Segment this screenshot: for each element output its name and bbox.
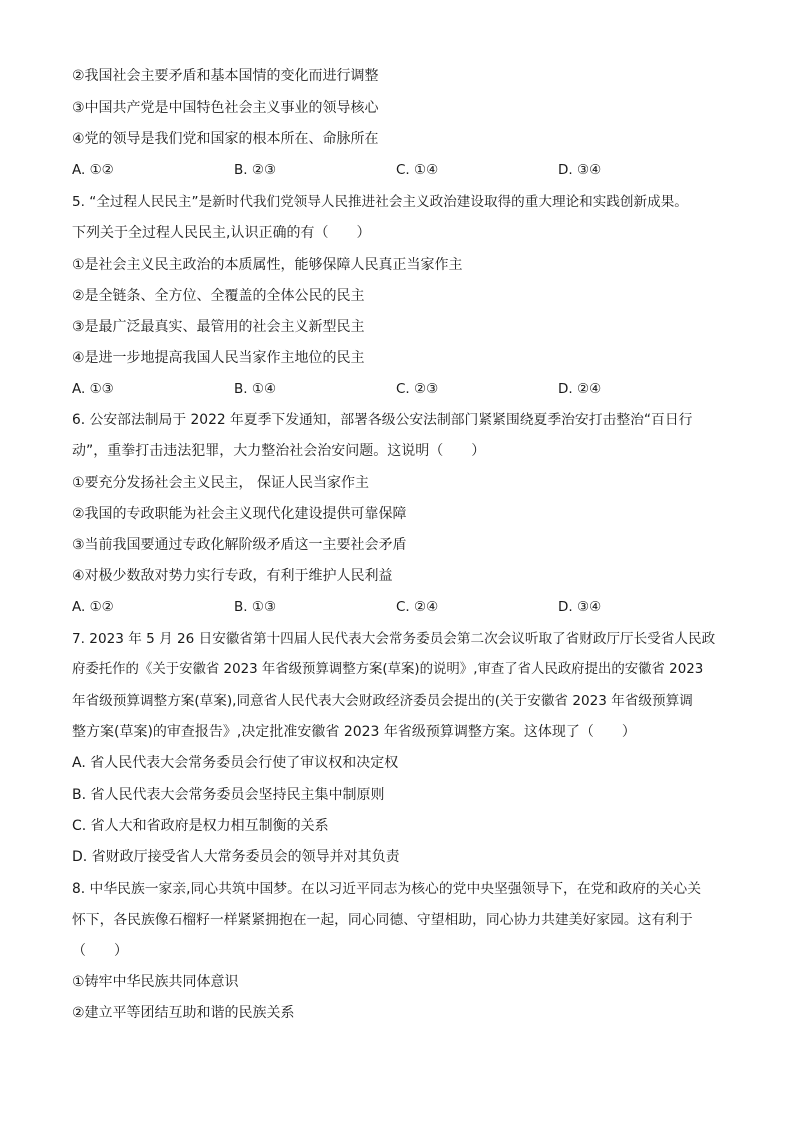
q6-option-a: A. ①②: [72, 599, 114, 615]
q6-stem-line-1: 6. 公安部法制局于 2022 年夏季下发通知，部署各级公安法制部门紧紧围绕夏季治安打击整治“百日行: [72, 412, 693, 428]
q5-statement-2: ②是全链条、全方位、全覆盖的全体公民的民主: [72, 288, 365, 304]
q4-statement-2: ②我国社会主要矛盾和基本国情的变化而进行调整: [72, 68, 379, 84]
q5-option-b: B. ①④: [234, 381, 277, 397]
q6-statement-1: ①要充分发扬社会主义民主， 保证人民当家作主: [72, 475, 369, 491]
q8-statement-1: ①铸牢中华民族共同体意识: [72, 974, 239, 990]
q7-stem-line-4: 整方案(草案)的审查报告》,决定批准安徽省 2023 年省级预算调整方案。这体现了（ ）: [72, 724, 636, 740]
q5-options: [72, 380, 732, 398]
q5-option-c: C. ②③: [396, 381, 439, 397]
q6-statement-4: ④对极少数敌对势力实行专政，有利于维护人民利益: [72, 568, 393, 584]
q6-stem-line-2: 动”，重拳打击违法犯罪，大力整治社会治安问题。这说明（ ）: [72, 443, 486, 459]
q5-statement-3: ③是最广泛最真实、最管用的社会主义新型民主: [72, 319, 365, 335]
q8-statement-2: ②建立平等团结互助和谐的民族关系: [72, 1005, 295, 1021]
q6-option-d: D. ③④: [558, 599, 602, 615]
q5-option-a: A. ①③: [72, 381, 114, 397]
q8-stem-line-3: （ ）: [72, 943, 128, 959]
q4-option-a: A. ①②: [72, 162, 114, 178]
q4-options: [72, 161, 732, 179]
q4-statement-4: ④党的领导是我们党和国家的根本所在、命脉所在: [72, 131, 379, 147]
q7-stem-line-2: 府委托作的《关于安徽省 2023 年省级预算调整方案(草案)的说明》,审查了省人民政府提出的安徽省 2023: [72, 662, 704, 677]
q4-option-c: C. ①④: [396, 162, 439, 178]
q5-option-d: D. ②④: [558, 381, 602, 397]
q8-stem-line-1: 8. 中华民族一家亲,同心共筑中国梦。在以习近平同志为核心的党中央坚强领导下，在党和政府的关心关: [72, 881, 701, 897]
q8-stem-line-2: 怀下，各民族像石榴籽一样紧紧拥抱在一起，同心同德、守望相助，同心协力共建美好家园。这有利于: [72, 912, 693, 928]
q7-stem-line-1: 7. 2023 年 5 月 26 日安徽省第十四届人民代表大会常务委员会第二次会议听取了省财政厅厅长受省人民政: [72, 631, 716, 647]
q5-statement-1: ①是社会主义民主政治的本质属性，能够保障人民真正当家作主: [72, 257, 463, 273]
q7-stem-line-3: 年省级预算调整方案(草案),同意省人民代表大会财政经济委员会提出的(关于安徽省 2023 年省级预算调: [72, 693, 693, 709]
q7-option-d: D. 省财政厅接受省人大常务委员会的领导并对其负责: [72, 849, 400, 865]
q7-option-c: C. 省人大和省政府是权力相互制衡的关系: [72, 818, 329, 834]
q4-option-d: D. ③④: [558, 162, 602, 178]
q5-stem-line-2: 下列关于全过程人民民主,认识正确的有（ ）: [72, 225, 371, 241]
q4-statement-3: ③中国共产党是中国特色社会主义事业的领导核心: [72, 100, 379, 116]
q5-stem-line-1: 5. “全过程人民民主”是新时代我们党领导人民推进社会主义政治建设取得的重大理论和实践创新成果。: [72, 194, 688, 210]
q6-option-c: C. ②④: [396, 599, 439, 615]
q6-options: [72, 598, 732, 616]
q6-option-b: B. ①③: [234, 599, 277, 615]
q4-option-b: B. ②③: [234, 162, 277, 178]
q7-option-a: A. 省人民代表大会常务委员会行使了审议权和决定权: [72, 755, 399, 771]
q6-statement-3: ③当前我国要通过专政化解阶级矛盾这一主要社会矛盾: [72, 537, 407, 553]
q6-statement-2: ②我国的专政职能为社会主义现代化建设提供可靠保障: [72, 506, 407, 522]
q5-statement-4: ④是进一步地提高我国人民当家作主地位的民主: [72, 350, 365, 366]
q7-option-b: B. 省人民代表大会常务委员会坚持民主集中制原则: [72, 787, 385, 803]
